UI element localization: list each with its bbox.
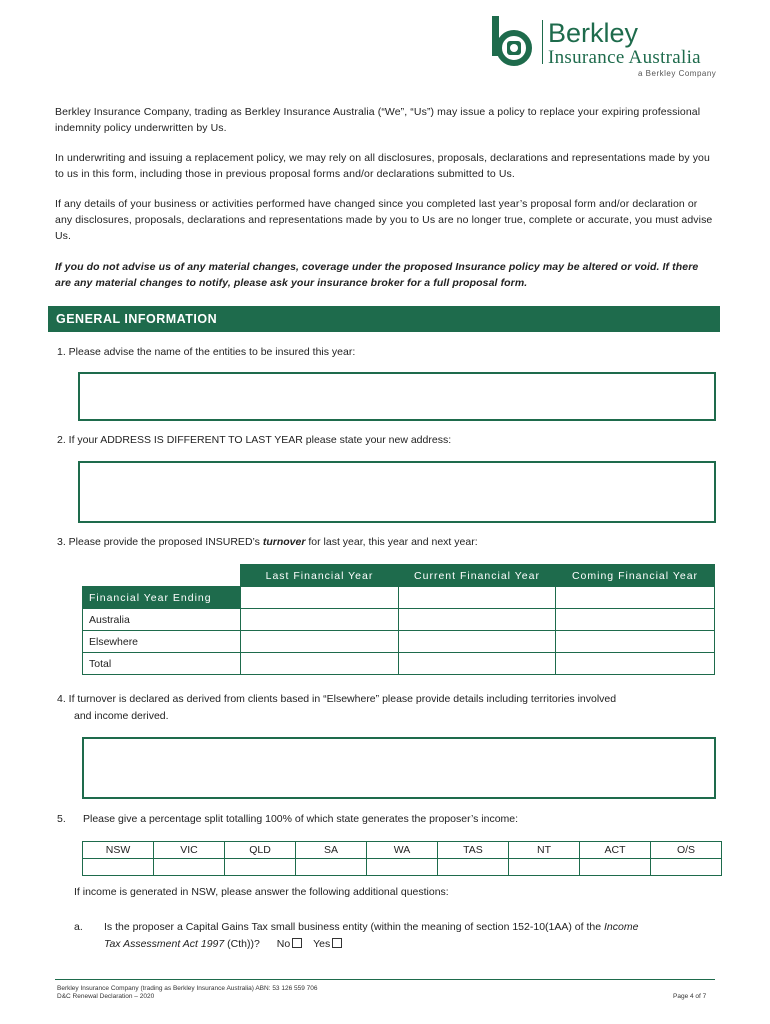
entities-input-box[interactable] xyxy=(78,372,716,421)
question-3 xyxy=(57,534,478,550)
question-5: Please give a percentage split totalling 100% of which state generates the proposer’s income: xyxy=(83,813,519,825)
turnover-header-row xyxy=(83,565,715,587)
split-value-qld[interactable] xyxy=(225,859,296,876)
split-value-tas[interactable] xyxy=(438,859,509,876)
income-split-table xyxy=(82,841,722,876)
split-header-wa: WA xyxy=(367,842,438,859)
row-label-elsewhere: Elsewhere xyxy=(83,631,241,653)
cell-australia-last[interactable] xyxy=(241,609,399,631)
table-row xyxy=(83,842,722,859)
question-a-act-name: Tax Assessment Act 1997 xyxy=(104,938,225,950)
question-5-number: 5. xyxy=(57,813,66,825)
option-yes-label: Yes xyxy=(313,938,331,950)
cell-fye-last[interactable] xyxy=(241,587,399,609)
split-header-act: ACT xyxy=(580,842,651,859)
berkley-logo xyxy=(490,14,720,80)
row-label-total: Total xyxy=(83,653,241,675)
nsw-note: If income is generated in NSW, please answer the following additional questions: xyxy=(74,886,449,898)
warning-paragraph: If you do not advise us of any material changes, coverage under the proposed Insurance policy may be altered or void. If there are any material changes to notify, please ask your insurance broker for a full proposal form. xyxy=(55,261,699,289)
table-row xyxy=(83,859,722,876)
section-header-general-information: GENERAL INFORMATION xyxy=(48,306,720,332)
turnover-table xyxy=(82,564,715,675)
question-a-line-2 xyxy=(104,936,342,952)
question-4-line-2: and income derived. xyxy=(74,710,169,722)
logo-divider xyxy=(542,20,543,64)
turnover-col-current: Current Financial Year xyxy=(399,565,556,587)
footer-divider xyxy=(55,979,715,980)
question-4-line-1: 4. If turnover is declared as derived from clients based in “Elsewhere” please provide details including territories involved xyxy=(57,693,617,705)
split-header-qld: QLD xyxy=(225,842,296,859)
question-1: 1. Please advise the name of the entities to be insured this year: xyxy=(57,346,356,358)
split-value-sa[interactable] xyxy=(296,859,367,876)
cell-australia-coming[interactable] xyxy=(556,609,715,631)
cell-fye-coming[interactable] xyxy=(556,587,715,609)
question-a-line-1-text: Is the proposer a Capital Gains Tax small business entity (within the meaning of section 152-10(1AA) of the xyxy=(104,921,604,933)
split-value-nsw[interactable] xyxy=(83,859,154,876)
split-header-sa: SA xyxy=(296,842,367,859)
no-checkbox[interactable] xyxy=(292,938,302,948)
split-value-nt[interactable] xyxy=(509,859,580,876)
cell-australia-current[interactable] xyxy=(399,609,556,631)
split-value-os[interactable] xyxy=(651,859,722,876)
cell-total-current[interactable] xyxy=(399,653,556,675)
intro-paragraph-2: In underwriting and issuing a replacement policy, we may rely on all disclosures, proposals, declarations and representations made by you to us in this form, including those in previous proposal forms and/or declarations submitted to Us. xyxy=(55,152,710,180)
question-a-line-1 xyxy=(104,919,638,935)
split-value-vic[interactable] xyxy=(154,859,225,876)
question-3-post: for last year, this year and next year: xyxy=(305,536,478,548)
question-2: 2. If your ADDRESS IS DIFFERENT TO LAST YEAR please state your new address: xyxy=(57,434,452,446)
new-address-input-box[interactable] xyxy=(78,461,716,523)
berkley-b-mark-icon xyxy=(490,14,536,66)
split-value-wa[interactable] xyxy=(367,859,438,876)
split-header-os: O/S xyxy=(651,842,722,859)
intro-paragraph-1: Berkley Insurance Company, trading as Berkley Insurance Australia (“We”, “Us”) may issue a policy to replace your expiring professional indemnity policy underwritten by Us. xyxy=(55,106,701,134)
brand-sub: Insurance Australia xyxy=(548,47,701,68)
split-header-vic: VIC xyxy=(154,842,225,859)
split-header-nsw: NSW xyxy=(83,842,154,859)
yes-checkbox[interactable] xyxy=(332,938,342,948)
intro-paragraph-3: If any details of your business or activities performed have changed since you completed last year’s proposal form and/or declaration or any disclosures, proposals, declarations and representations made by you to Us are no longer true, complete or accurate, you must advise Us. xyxy=(55,198,713,242)
table-row xyxy=(83,631,715,653)
table-row xyxy=(83,609,715,631)
elsewhere-details-input-box[interactable] xyxy=(82,737,716,799)
footer-page-number: Page 4 of 7 xyxy=(673,993,707,1000)
question-3-pre: 3. Please provide the proposed INSURED’s xyxy=(57,536,263,548)
cell-fye-current[interactable] xyxy=(399,587,556,609)
turnover-col-coming: Coming Financial Year xyxy=(556,565,715,587)
footer-form-name: D&C Renewal Declaration – 2020 xyxy=(57,993,155,1000)
option-no-label: No xyxy=(276,938,291,950)
question-3-emphasis: turnover xyxy=(262,536,306,548)
turnover-col-last: Last Financial Year xyxy=(241,565,399,587)
row-label-australia: Australia xyxy=(83,609,241,631)
split-value-act[interactable] xyxy=(580,859,651,876)
turnover-corner xyxy=(83,565,241,587)
cell-elsewhere-current[interactable] xyxy=(399,631,556,653)
cell-total-last[interactable] xyxy=(241,653,399,675)
split-header-nt: NT xyxy=(509,842,580,859)
footer-company: Berkley Insurance Company (trading as Berkley Insurance Australia) ABN: 53 126 559 706 xyxy=(57,985,318,992)
cell-elsewhere-last[interactable] xyxy=(241,631,399,653)
brand-name: Berkley xyxy=(548,18,639,48)
brand-tag: a Berkley Company xyxy=(638,69,717,78)
cell-total-coming[interactable] xyxy=(556,653,715,675)
question-a-line-1-emphasis: Income xyxy=(604,921,639,933)
row-label-financial-year-ending: Financial Year Ending xyxy=(83,587,241,609)
split-header-tas: TAS xyxy=(438,842,509,859)
table-row xyxy=(83,653,715,675)
question-a-line-2-text: (Cth))? xyxy=(224,938,260,950)
question-a-label: a. xyxy=(74,921,83,933)
table-row xyxy=(83,587,715,609)
cell-elsewhere-coming[interactable] xyxy=(556,631,715,653)
